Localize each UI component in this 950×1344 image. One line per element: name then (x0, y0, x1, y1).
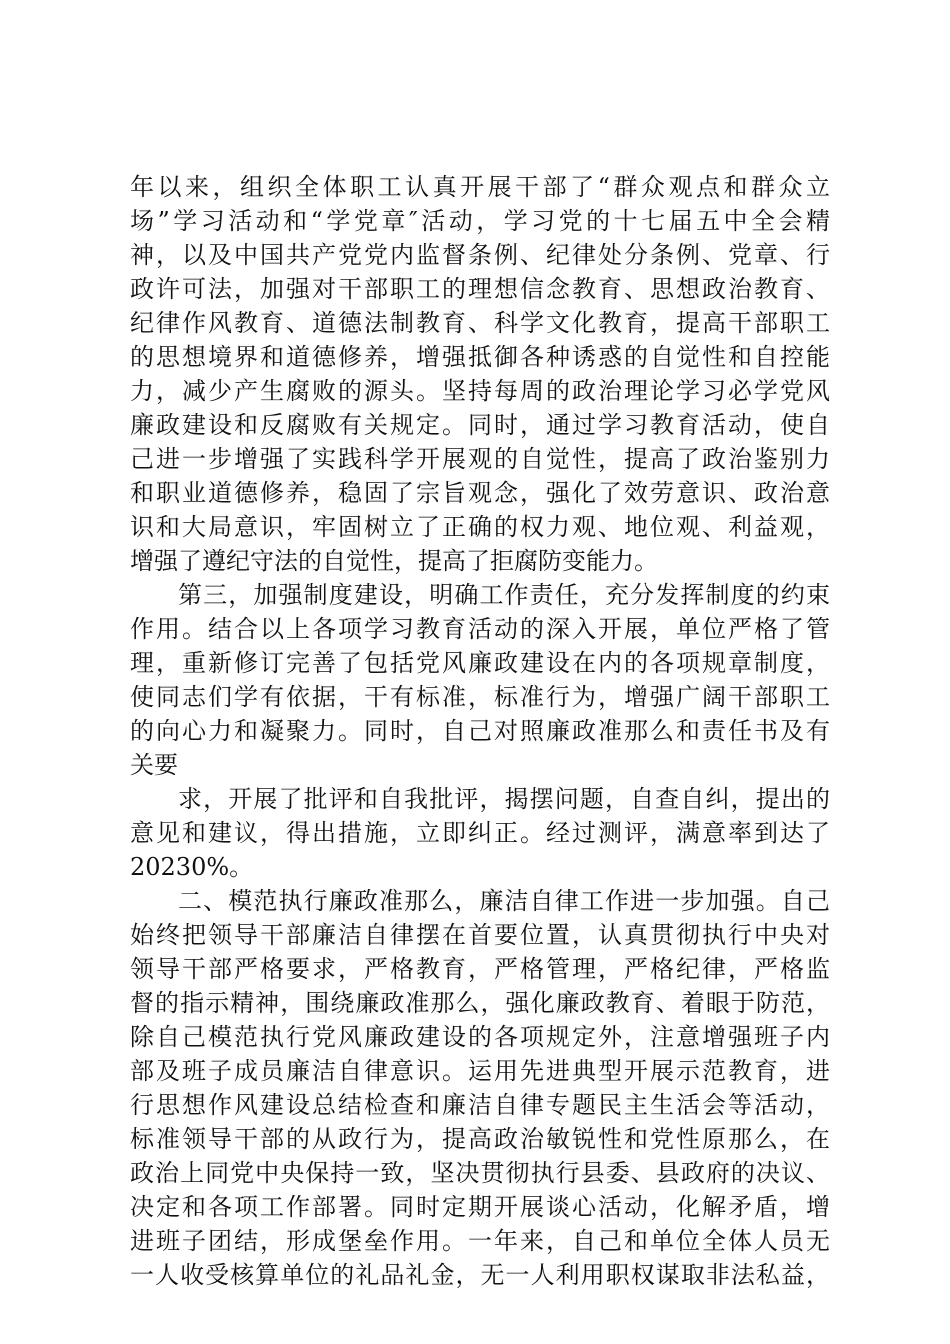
text-line: 增强了遵纪守法的自觉性，提高了拒腐防变能力。 (130, 547, 658, 575)
text-line: 部及班子成员廉洁自律意识。运用先进典型开展示范教育，进 (130, 1057, 830, 1085)
text-line: 的思想境界和道德修养，增强抵御各种诱惑的自觉性和自控能 (130, 343, 830, 371)
text-line: 关要 (130, 751, 178, 779)
text-line: 始终把领导干部廉洁自律摆在首要位置，认真贯彻执行中央对 (130, 921, 830, 949)
text-line: 政治上同党中央保持一致，坚决贯彻执行县委、县政府的决议、 (130, 1159, 830, 1187)
text-line: 识和大局意识，牢固树立了正确的权力观、地位观、利益观， (130, 513, 830, 541)
text-line: 领导干部严格要求，严格教育，严格管理，严格纪律，严格监 (130, 955, 830, 983)
text-line: 标准领导干部的从政行为，提高政治敏锐性和党性原那么，在 (130, 1125, 830, 1153)
text-line: 第三，加强制度建设，明确工作责任，充分发挥制度的约束 (178, 581, 830, 609)
text-line: 20230%。 (130, 853, 254, 881)
text-line: 场”学习活动和“学党章″活动，学习党的十七届五中全会精 (130, 207, 830, 235)
text-line: 意见和建议，得出措施，立即纠正。经过测评，满意率到达了 (130, 819, 830, 847)
text-line: 年以来，组织全体职工认真开展干部了“群众观点和群众立 (130, 173, 830, 201)
text-line: 一人收受核算单位的礼品礼金，无一人利用职权谋取非法私益， (130, 1261, 830, 1289)
text-line: 进班子团结，形成堡垒作用。一年来，自己和单位全体人员无 (130, 1227, 830, 1255)
text-line: 二、模范执行廉政准那么，廉洁自律工作进一步加强。自己 (178, 887, 830, 915)
text-line: 使同志们学有依据，干有标准，标准行为，增强广阔干部职工 (130, 683, 830, 711)
text-line: 和职业道德修养，稳固了宗旨观念，强化了效劳意识、政治意 (130, 479, 830, 507)
text-line: 廉政建设和反腐败有关规定。同时，通过学习教育活动，使自 (130, 411, 830, 439)
text-line: 己进一步增强了实践科学开展观的自觉性，提高了政治鉴别力 (130, 445, 830, 473)
text-line: 的向心力和凝聚力。同时，自己对照廉政准那么和责任书及有 (130, 717, 830, 745)
body-text (130, 170, 830, 1292)
text-line: 作用。结合以上各项学习教育活动的深入开展，单位严格了管 (130, 615, 830, 643)
text-line: 除自己模范执行党风廉政建设的各项规定外，注意增强班子内 (130, 1023, 830, 1051)
text-line: 政许可法，加强对干部职工的理想信念教育、思想政治教育、 (130, 275, 830, 303)
text-line: 行思想作风建设总结检查和廉洁自律专题民主生活会等活动， (130, 1091, 830, 1119)
text-line: 督的指示精神，围绕廉政准那么，强化廉政教育、着眼于防范， (130, 989, 830, 1017)
text-line: 神，以及中国共产党党内监督条例、纪律处分条例、党章、行 (130, 241, 830, 269)
text-line: 理，重新修订完善了包括党风廉政建设在内的各项规章制度， (130, 649, 830, 677)
text-line: 力，减少产生腐败的源头。坚持每周的政治理论学习必学党风 (130, 377, 830, 405)
text-line: 纪律作风教育、道德法制教育、科学文化教育，提高干部职工 (130, 309, 830, 337)
text-line: 决定和各项工作部署。同时定期开展谈心活动，化解矛盾，增 (130, 1193, 830, 1221)
text-line: 求，开展了批评和自我批评，揭摆问题，自查自纠，提出的 (178, 785, 830, 813)
